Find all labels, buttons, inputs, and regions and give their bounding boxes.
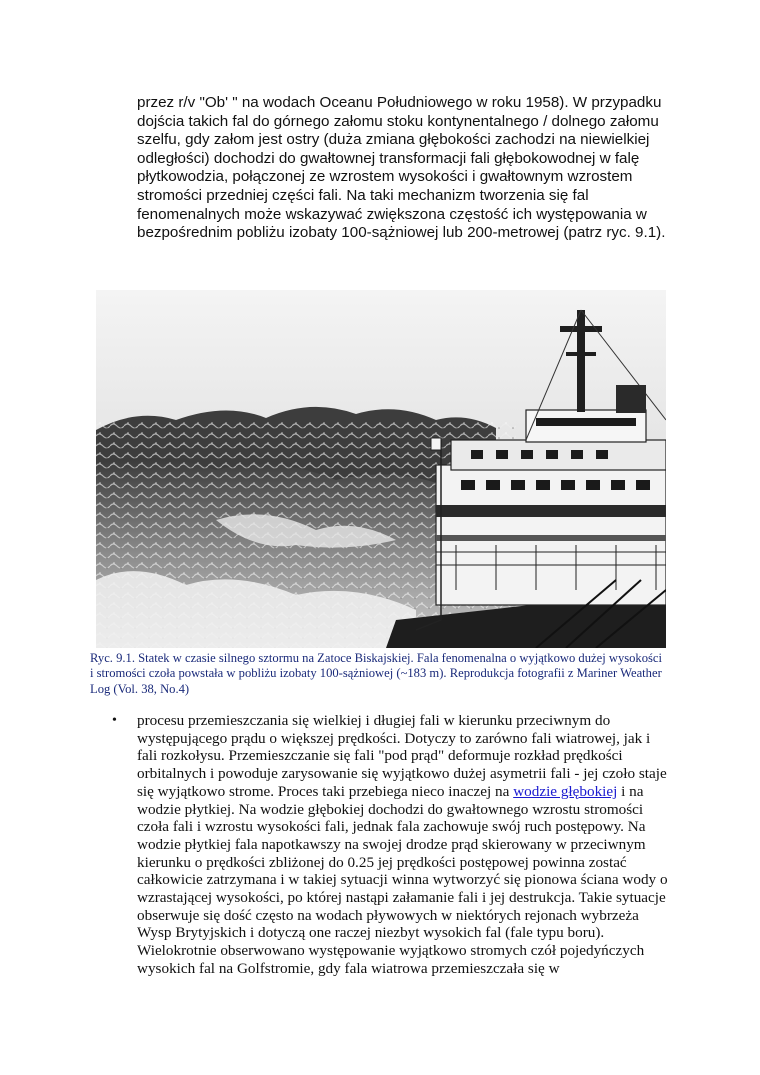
- storm-ship-photo: [96, 290, 666, 648]
- bullet-text-after-link: i na wodzie płytkiej. Na wodzie głębokiej dochodzi do gwałtownego wzrostu stromości czoła fali i wzrostu wysokości fali, jednak fala zachowuje swój ruch postępowy. Na wodzie płytkiej fala napotkawszy na swojej drodze prąd skierowany w przeciwnym kierunku o prędkości zbliżonej do 0.25 jej prędkości postępowej powinna zostać całkowicie zatrzymana i w takiej sytuacji winna wytworzyć się pionowa ściana wody o wzrastającej wysokości, po której nastąpi załamanie fali i jej destrukcja. Takie sytuacje obserwuje się dość często na wodach pływowych w niektórych rejonach wybrzeża Wysp Brytyjskich i dotyczą one raczej niezbyt wysokich fal (fale typu boru). Wielokrotnie obserwowano występowanie wyjątkowo stromych czół pojedyńczych wysokich fal na Golfstromie, gdy fala wiatrowa przemieszczała się w: [137, 782, 668, 977]
- figure-caption: [90, 651, 665, 697]
- figure-caption-text: Ryc. 9.1. Statek w czasie silnego sztormu na Zatoce Biskajskiej. Fala fenomenalna o wyjątkowo dużej wysokości i stromości czoła powstała w pobliżu izobaty 100-sążniowej (~183 m). Reprodukcja fotografii z Mariner Weather Log (Vol. 38, No.4): [90, 651, 663, 696]
- intro-text: przez r/v "Ob' " na wodach Oceanu Południowego w roku 1958). W przypadku dojścia takich fal do górnego załomu stoku kontynentalnego / dolnego załomu szelfu, gdy załom jest ostry (duża zmiana głębokości zachodzi na niewielkiej odległości) dochodzi do gwałtownej transformacji fali głębokowodnej w falę płytkowodzia, połączonej ze wzrostem wysokości i gwałtownym wzrostem stromości przedniej części fali. Na taki mechanizm tworzenia się fal fenomenalnych może wskazywać zwiększona częstość ich występowania w bezpośrednim pobliżu izobaty 100-sążniowej lub 200-metrowej (patrz ryc. 9.1).: [137, 94, 666, 242]
- intro-paragraph: [137, 94, 672, 243]
- deep-water-link[interactable]: wodzie głębokiej: [513, 782, 618, 800]
- bullet-paragraph: [137, 712, 672, 978]
- storm-ship-illustration: [96, 290, 666, 648]
- bullet-list: [112, 712, 672, 978]
- bullet-text-before-link: procesu przemieszczania się wielkiej i długiej fali w kierunku przeciwnym do występującego prądu o większej prędkości. Dotyczy to zarówno fali wiatrowej, jak i fali rozkołysu. Przemieszczanie się fali "pod prąd" deformuje rozkład prędkości orbitalnych i powoduje zarysowanie się wyjątkowo dużej asymetrii fali - jej czoło staje się wyjątkowo strome. Proces taki przebiega nieco inaczej na: [137, 712, 667, 800]
- list-item: [112, 712, 672, 978]
- bullet-icon: •: [112, 713, 117, 728]
